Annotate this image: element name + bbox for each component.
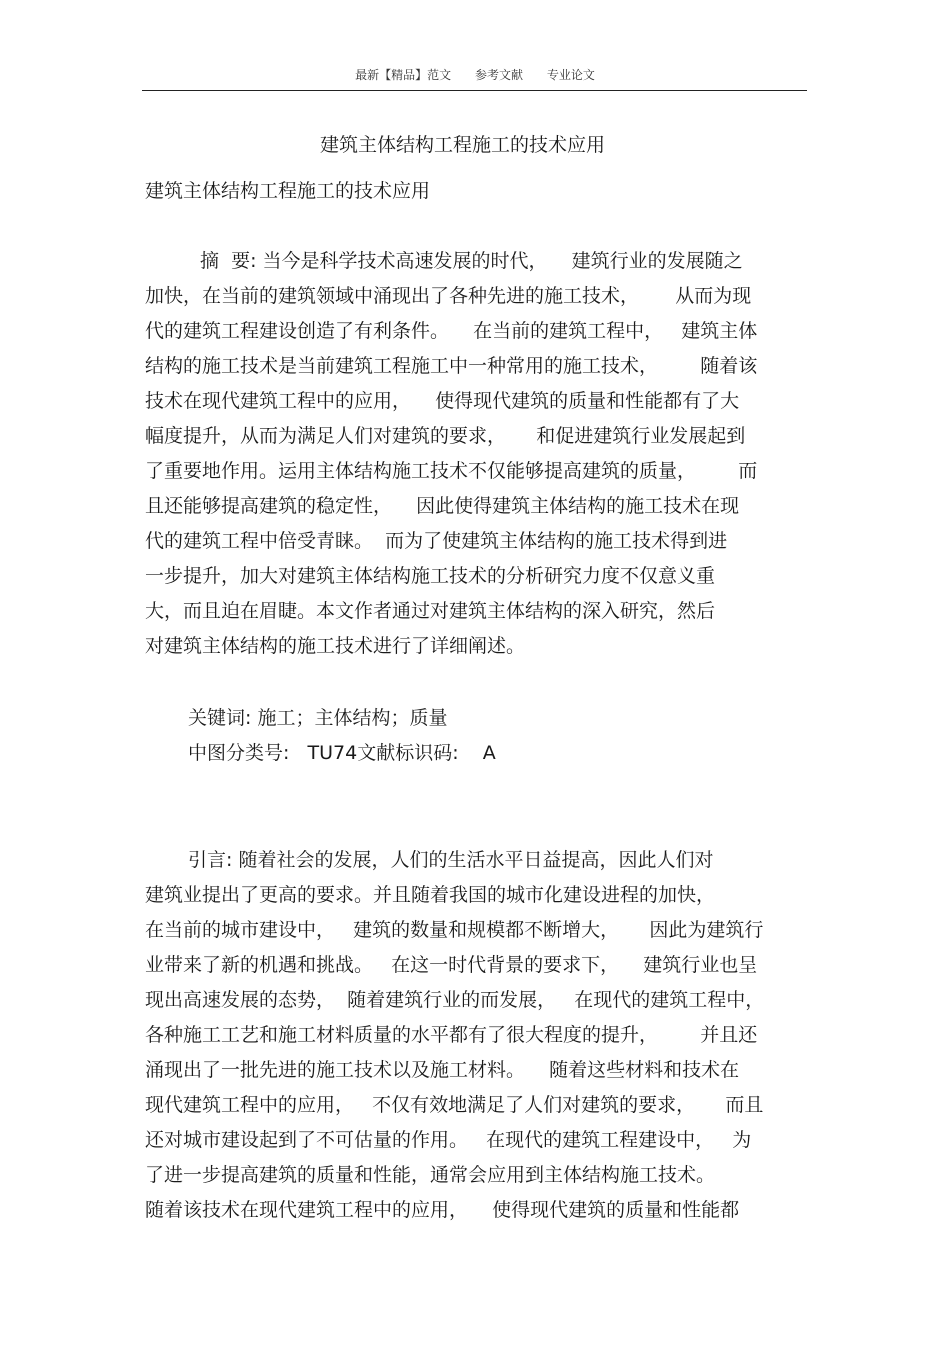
abstract-line: 幅度提升，从而为满足人们对建筑的要求， 和促进建筑行业发展起到 <box>145 425 746 447</box>
intro-line: 现代建筑工程中的应用， 不仅有效地满足了人们对建筑的要求， 而且 <box>145 1094 764 1116</box>
intro-line: 引言: 随着社会的发展，人们的生活水平日益提高，因此人们对 <box>188 849 714 871</box>
abstract-line: 大，而且迫在眉睫。本文作者通过对建筑主体结构的深入研究，然后 <box>145 600 716 622</box>
page-header <box>0 66 950 83</box>
intro-line: 现出高速发展的态势， 随着建筑行业的而发展， 在现代的建筑工程中， <box>145 989 765 1011</box>
intro-line: 涌现出了一批先进的施工技术以及施工材料。 随着这些材料和技术在 <box>145 1059 740 1081</box>
intro-line: 了进一步提高建筑的质量和性能，通常会应用到主体结构施工技术。 <box>145 1164 716 1186</box>
abstract-line: 代的建筑工程建设创造了有利条件。 在当前的建筑工程中， 建筑主体 <box>145 320 758 342</box>
keywords: 关键词: 施工；主体结构；质量 <box>188 707 448 729</box>
intro-line: 建筑业提出了更高的要求。并且随着我国的城市化建设进程的加快， <box>145 884 716 906</box>
abstract-line: 对建筑主体结构的施工技术进行了详细阐述。 <box>145 635 526 657</box>
header-item-papers: 专业论文 <box>546 68 595 82</box>
abstract-line: 了重要地作用。运用主体结构施工技术不仅能够提高建筑的质量， 而 <box>145 460 758 482</box>
classification: 中图分类号: TU74文献标识码: A <box>188 742 496 764</box>
document-subtitle: 建筑主体结构工程施工的技术应用 <box>145 180 431 202</box>
header-item-fanwen: 最新【精品】范文 <box>355 68 452 82</box>
abstract-line: 加快，在当前的建筑领域中涌现出了各种先进的施工技术， 从而为现 <box>145 285 752 307</box>
abstract-line: 技术在现代建筑工程中的应用， 使得现代建筑的质量和性能都有了大 <box>145 390 740 412</box>
intro-line: 还对城市建设起到了不可估量的作用。 在现代的建筑工程建设中， 为 <box>145 1129 752 1151</box>
intro-line: 各种施工工艺和施工材料质量的水平都有了很大程度的提升， 并且还 <box>145 1024 758 1046</box>
intro-line: 业带来了新的机遇和挑战。 在这一时代背景的要求下， 建筑行业也呈 <box>145 954 758 976</box>
abstract-line: 代的建筑工程中倍受青睐。 而为了使建筑主体结构的施工技术得到进 <box>145 530 728 552</box>
header-item-references: 参考文献 <box>474 68 523 82</box>
header-rule <box>142 90 807 91</box>
abstract-line: 一步提升，加大对建筑主体结构施工技术的分析研究力度不仅意义重 <box>145 565 716 587</box>
abstract-line: 且还能够提高建筑的稳定性， 因此使得建筑主体结构的施工技术在现 <box>145 495 740 517</box>
document-title: 建筑主体结构工程施工的技术应用 <box>319 134 605 156</box>
abstract-line: 摘 要: 当今是科学技术高速发展的时代， 建筑行业的发展随之 <box>200 250 743 272</box>
abstract-line: 结构的施工技术是当前建筑工程施工中一种常用的施工技术， 随着该 <box>145 355 758 377</box>
intro-line: 在当前的城市建设中， 建筑的数量和规模都不断增大， 因此为建筑行 <box>145 919 764 941</box>
intro-line: 随着该技术在现代建筑工程中的应用， 使得现代建筑的质量和性能都 <box>145 1199 740 1221</box>
